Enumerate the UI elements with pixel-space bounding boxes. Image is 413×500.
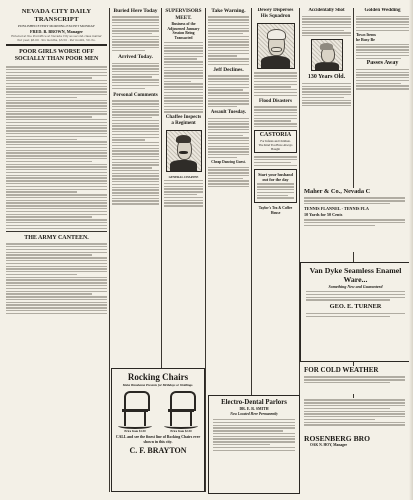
page-edge-shadow	[409, 0, 413, 500]
enamel-ad	[300, 262, 411, 362]
headline-town-items: Town Items	[356, 32, 376, 38]
enamel-sub: Something New and Guaranteed	[328, 284, 383, 289]
portrait-chaffee	[166, 130, 202, 172]
rocking-chair-image	[118, 389, 152, 433]
portrait-dewey	[257, 23, 295, 69]
column-1	[6, 8, 107, 492]
headline-accidentally-shot: Accidentally Shot	[308, 8, 345, 13]
husband-ad	[254, 169, 297, 203]
rocking-sub: Make Handsome Presents for Birthdays or Weddings.	[122, 383, 194, 387]
turner-name: GEO. E. TURNER	[329, 302, 382, 310]
rocking-bottom: CALL and see the finest line of Rocking Chairs ever shown in this city.	[115, 435, 201, 444]
headline-arrived-today: Arrived Today.	[118, 54, 153, 61]
husband-ad-title: Start your husband out for the day	[258, 172, 293, 183]
dental-ad	[208, 395, 300, 494]
rosenberg-sub: OAK N. HOY, Manager	[310, 442, 348, 447]
brayton-name: C. F. BRAYTON	[129, 446, 187, 456]
masthead-manager: FRED. B. BROWN, Manager	[29, 29, 84, 34]
maher-title: Maher & Co., Nevada C	[304, 188, 371, 195]
dental-doctor: DR. E. R. SMITH	[239, 407, 269, 411]
masthead-title: NEVADA CITY DAILY TRANSCRIPT	[21, 8, 92, 23]
maher-line: 10 Yards for 50 Cents	[304, 211, 343, 217]
headline-130-years: 130 Years Old.	[307, 74, 346, 81]
headline-poor-girls: POOR GIRLS WORSE OFF SOCIALLY THAN POOR MEN	[14, 49, 99, 63]
rocking-price-2: Price from $2.50	[170, 429, 192, 433]
headline-army-canteen: THE ARMY CANTEEN.	[24, 234, 89, 241]
rocking-chairs-ad	[111, 368, 205, 492]
article-body	[6, 243, 107, 314]
castoria-title: CASTORIA	[259, 132, 292, 139]
headline-personal-comments: Personal Comments	[113, 91, 158, 98]
deck-supervisors: Business of the Adjourned January Session Being Transacted	[167, 22, 200, 40]
dental-sub: Now Located Here Permanently	[230, 412, 278, 416]
headline-passes-away: Passes Away	[366, 60, 399, 67]
masthead-terms: Per year, $6.00 · Six months, $3.50 · Per month, 50 cts.	[17, 38, 96, 43]
headline-cheap-dancing: Cheap Dancing Guest.	[211, 160, 246, 165]
castoria-sub2: The Kind You Have Always Bought	[258, 143, 293, 152]
cold-weather-title: FOR COLD WEATHER	[304, 366, 379, 374]
headline-chaffee: Chaffee Inspects a Regiment	[165, 114, 202, 126]
masthead-entry: Entered at the Postoffice at Nevada City as second-class matter	[11, 34, 102, 38]
portrait-caption: GENERAL CHAFFEE	[168, 174, 199, 179]
rosenberg-title: ROSENBERG BRO	[304, 433, 371, 443]
rocking-chair-image	[164, 389, 198, 433]
headline-supervisors-meet: SUPERVISORS MEET.	[165, 8, 202, 21]
masthead-subtitle: PUBLISHED EVERY MORNING EXCEPT MONDAY	[18, 24, 95, 28]
article-body	[6, 66, 107, 229]
dental-title: Electro-Dental Parlors	[221, 399, 287, 406]
maher-sub: TENNIS FLANNEL · TENNIS FLA	[304, 205, 369, 211]
headline-busy-bee: he Busy Be	[356, 37, 375, 43]
rosenberg-ad	[300, 398, 409, 492]
headline-buried-here: Buried Here Today	[113, 8, 158, 14]
taylor-ad: Taylor's Tea & Coffee House	[258, 206, 293, 216]
headline-jeff-declines: Jeff Declines.	[213, 67, 244, 74]
headline-assault: Assault Tuesday.	[210, 110, 247, 116]
castoria-ad	[254, 130, 297, 153]
headline-golden-wedding: Golden Wedding	[364, 8, 401, 13]
portrait-elder	[311, 39, 343, 71]
maher-ad	[300, 188, 409, 252]
cold-weather-ad	[300, 366, 409, 394]
column-rule	[205, 8, 206, 492]
headline-take-warning: Take Warning.	[211, 8, 246, 14]
castoria-sub: For Infants and Children.	[260, 139, 291, 144]
column-rule	[109, 8, 110, 492]
rocking-price-1: Price from $1.50	[124, 429, 146, 433]
rocking-title: Rocking Chairs	[127, 372, 189, 382]
enamel-title: Van Dyke Seamless Enamel Ware...	[309, 266, 402, 284]
headline-flood: Flood Disasters	[259, 99, 292, 105]
headline-dewey: Dewey Disperses His Squadron	[257, 8, 294, 20]
